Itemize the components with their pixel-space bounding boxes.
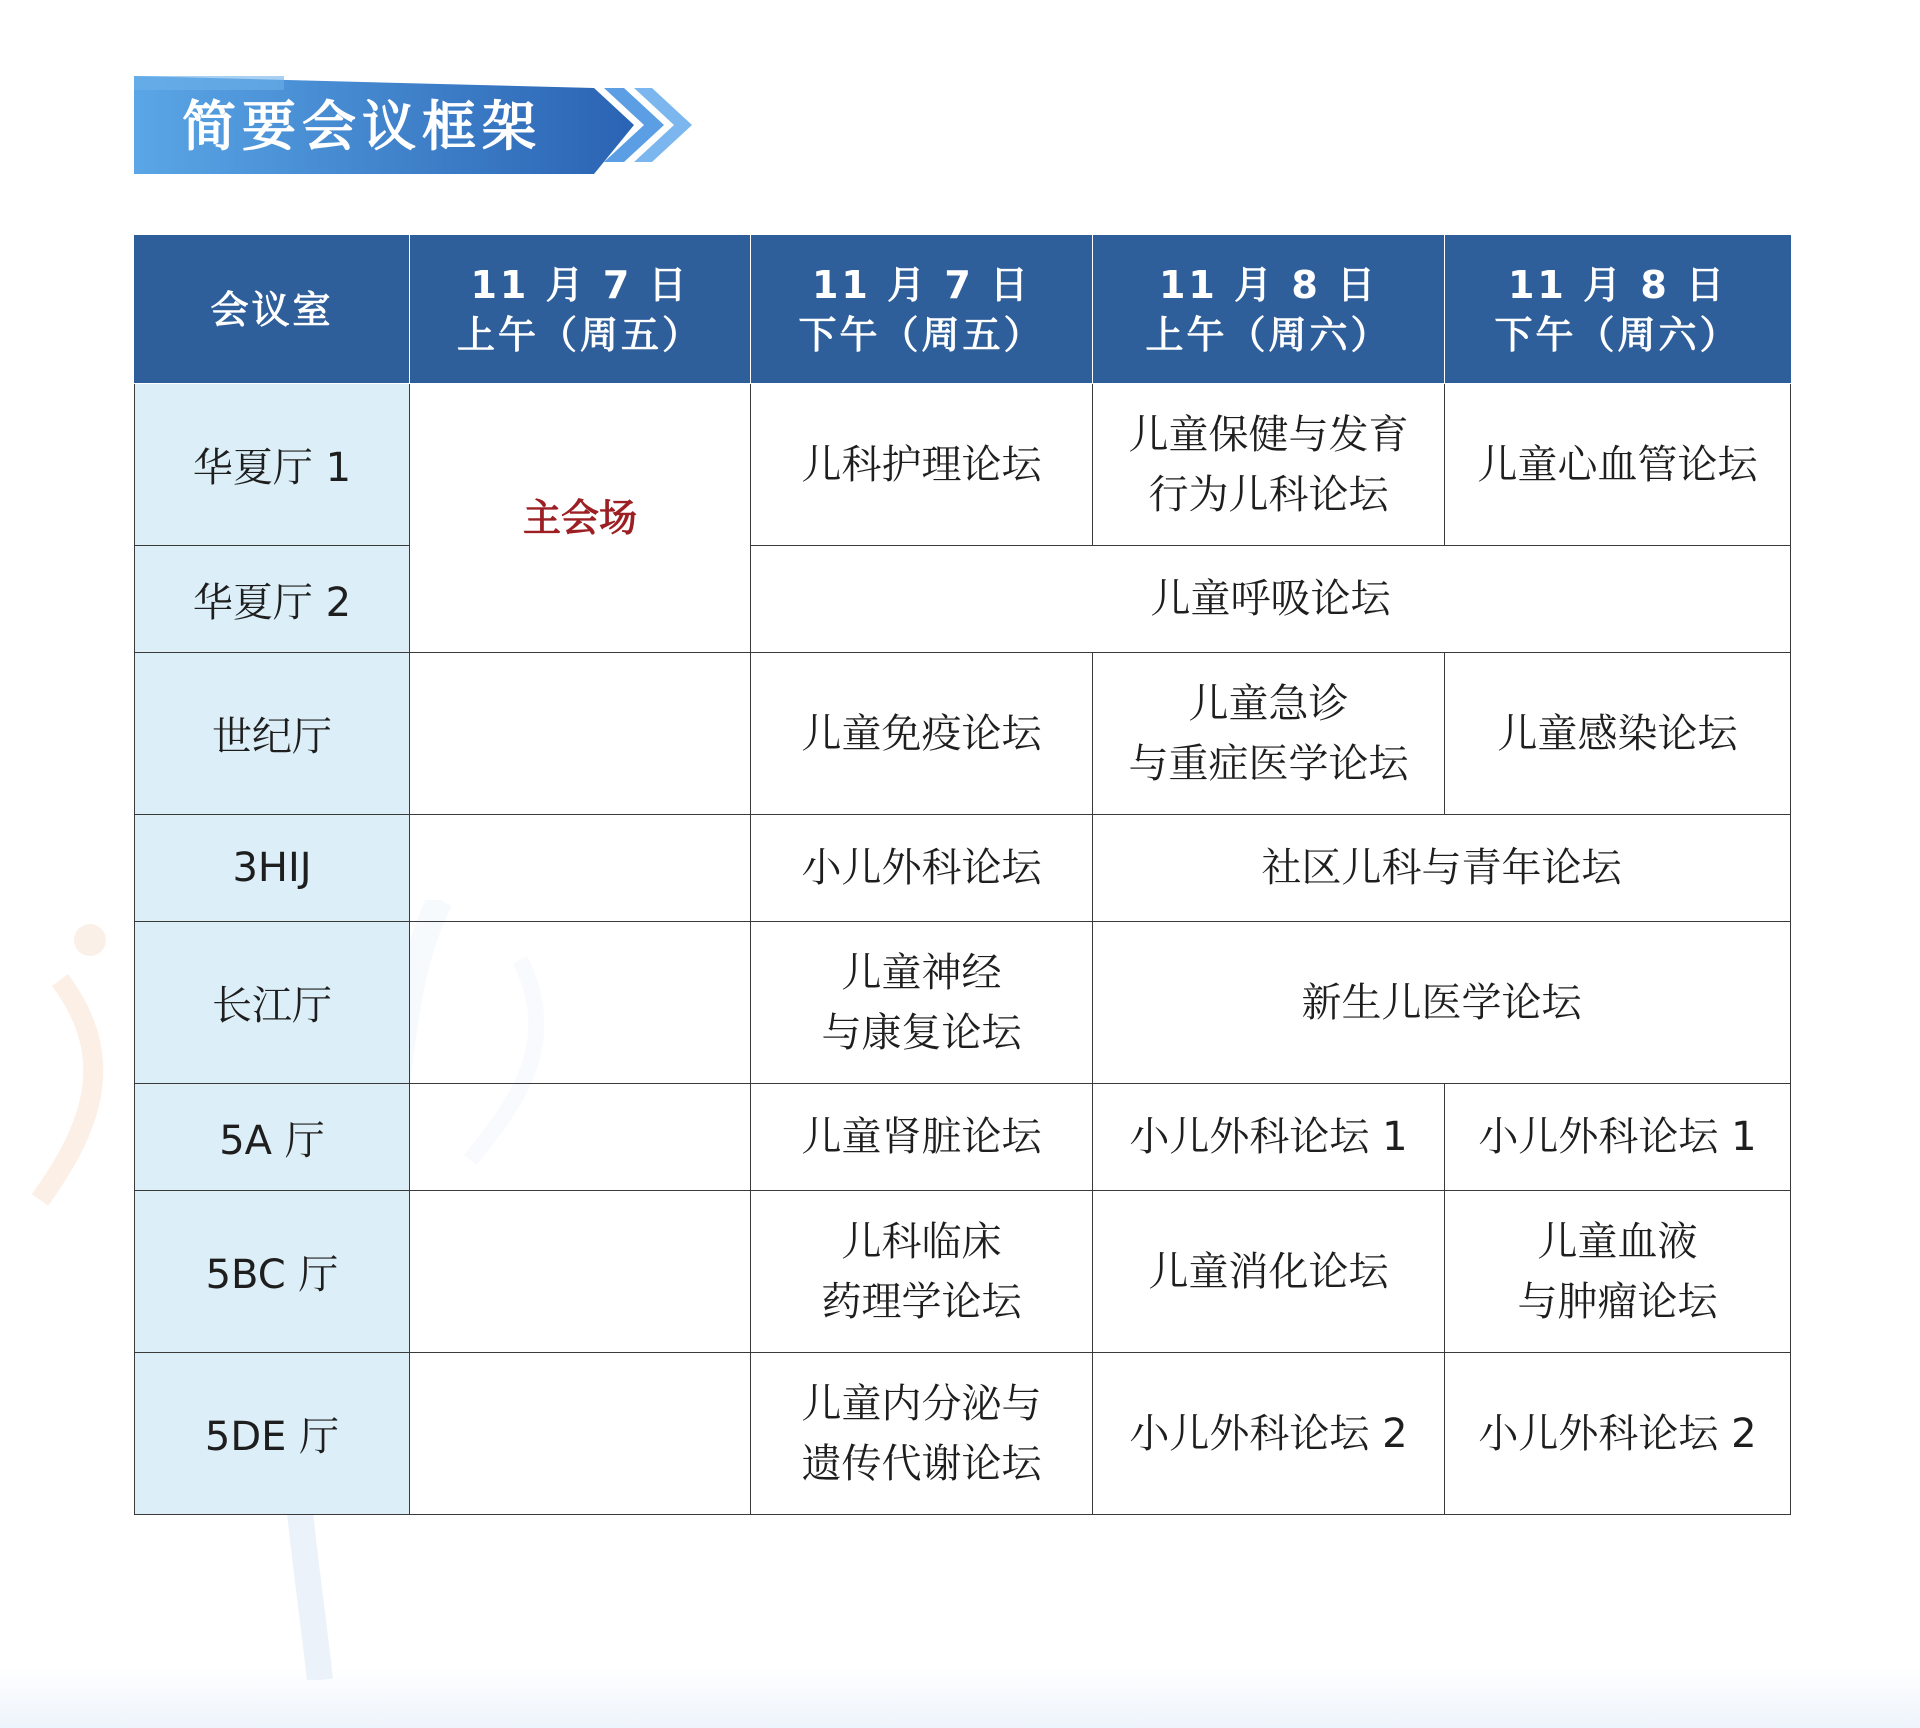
session-cell: 儿科临床 药理学论坛 <box>751 1191 1093 1353</box>
header-col3-date: 11 月 8 日 <box>1158 262 1378 307</box>
session-cell: 儿童感染论坛 <box>1445 653 1791 815</box>
header-col2-date: 11 月 7 日 <box>811 262 1031 307</box>
session-cell: 社区儿科与青年论坛 <box>1093 815 1791 922</box>
empty-cell <box>410 1084 751 1191</box>
header-col4-date: 11 月 8 日 <box>1507 262 1727 307</box>
header-col4 <box>1445 236 1791 384</box>
header-col1-date: 11 月 7 日 <box>470 262 690 307</box>
session-cell: 儿童消化论坛 <box>1093 1191 1445 1353</box>
empty-cell <box>410 815 751 922</box>
room-name: 5A 厅 <box>135 1084 410 1191</box>
empty-cell <box>410 1353 751 1515</box>
header-room: 会议室 <box>135 236 410 384</box>
session-cell: 儿科护理论坛 <box>751 384 1093 546</box>
room-name: 3HIJ <box>135 815 410 922</box>
session-cell: 儿童内分泌与 遗传代谢论坛 <box>751 1353 1093 1515</box>
section-title: 简要会议框架 <box>182 95 542 158</box>
header-col2-session: 下午（周五） <box>798 312 1045 357</box>
table-row-huaxia-2 <box>135 546 1791 653</box>
session-cell: 儿童肾脏论坛 <box>751 1084 1093 1191</box>
table-row-huaxia-1 <box>135 384 1791 546</box>
room-name: 华夏厅 2 <box>135 546 410 653</box>
header-col3 <box>1093 236 1445 384</box>
room-name: 5DE 厅 <box>135 1353 410 1515</box>
session-cell: 小儿外科论坛 1 <box>1445 1084 1791 1191</box>
session-cell: 小儿外科论坛 <box>751 815 1093 922</box>
room-name: 华夏厅 1 <box>135 384 410 546</box>
section-title-banner <box>134 76 694 174</box>
empty-cell <box>410 653 751 815</box>
header-col1 <box>410 236 751 384</box>
header-col1-session: 上午（周五） <box>456 312 703 357</box>
session-cell: 儿童呼吸论坛 <box>751 546 1791 653</box>
empty-cell <box>410 1191 751 1353</box>
room-name: 世纪厅 <box>135 653 410 815</box>
header-col4-session: 下午（周六） <box>1494 312 1741 357</box>
session-cell: 儿童心血管论坛 <box>1445 384 1791 546</box>
empty-cell <box>410 922 751 1084</box>
session-cell: 儿童急诊 与重症医学论坛 <box>1093 653 1445 815</box>
bottom-gradient <box>0 1668 1920 1728</box>
session-cell: 儿童血液 与肿瘤论坛 <box>1445 1191 1791 1353</box>
header-row <box>135 236 1791 384</box>
session-cell: 新生儿医学论坛 <box>1093 922 1791 1084</box>
table-row-changjiang <box>135 922 1791 1084</box>
main-venue-cell: 主会场 <box>410 384 751 653</box>
session-cell: 小儿外科论坛 2 <box>1093 1353 1445 1515</box>
table-row-shiji <box>135 653 1791 815</box>
session-cell: 小儿外科论坛 1 <box>1093 1084 1445 1191</box>
session-cell: 儿童免疫论坛 <box>751 653 1093 815</box>
session-cell: 儿童保健与发育 行为儿科论坛 <box>1093 384 1445 546</box>
session-cell: 儿童神经 与康复论坛 <box>751 922 1093 1084</box>
conference-schedule-table <box>134 235 1791 1515</box>
table-row-3hij <box>135 815 1791 922</box>
header-col3-session: 上午（周六） <box>1145 312 1392 357</box>
room-name: 长江厅 <box>135 922 410 1084</box>
table-row-5a <box>135 1084 1791 1191</box>
header-col2 <box>751 236 1093 384</box>
table-row-5bc <box>135 1191 1791 1353</box>
room-name: 5BC 厅 <box>135 1191 410 1353</box>
session-cell: 小儿外科论坛 2 <box>1445 1353 1791 1515</box>
table-row-5de <box>135 1353 1791 1515</box>
